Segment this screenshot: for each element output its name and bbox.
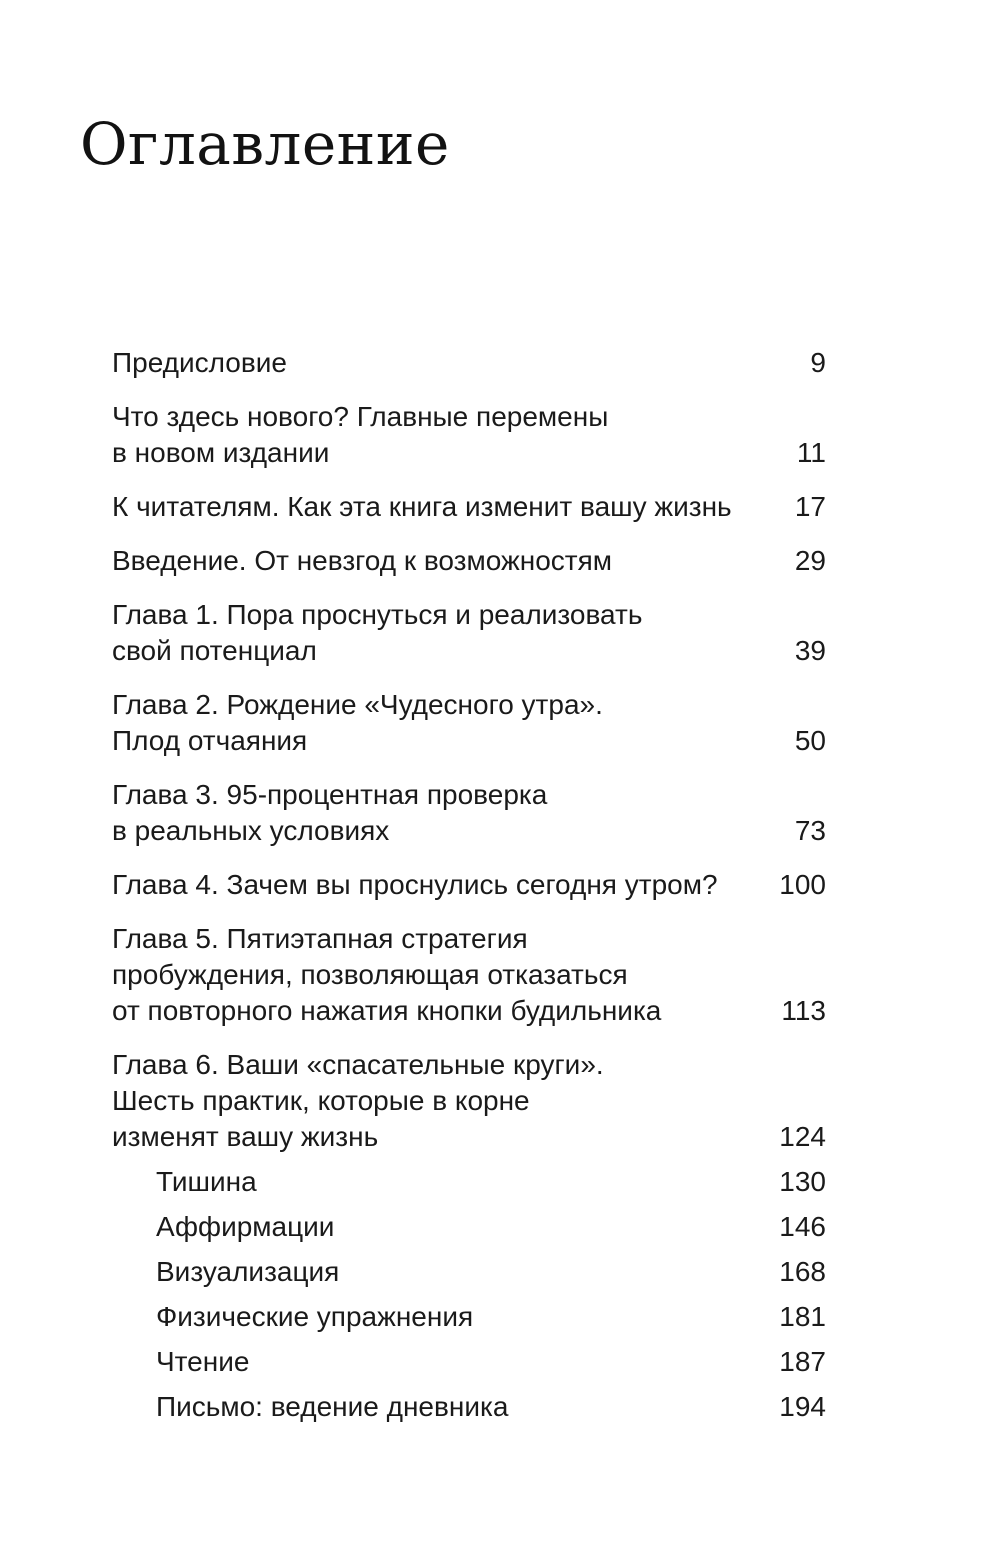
toc-entry-page: 17 (794, 491, 826, 522)
toc-entry-chapter-2[interactable] (112, 687, 826, 759)
toc-entry-title: Введение. От невзгод к возможностям (112, 545, 613, 576)
toc-entry-title: Глава 1. Пора проснуться и реализовать свой потенциал (112, 599, 643, 666)
toc-entry-title: Глава 5. Пятиэтапная стратегия пробуждения, позволяющая отказаться от повторного нажатия кнопки будильника (112, 923, 662, 1026)
toc-subentry-title: Тишина (156, 1166, 257, 1197)
toc-entry-page: 39 (794, 635, 826, 666)
toc-subentry-page: 194 (779, 1391, 826, 1422)
toc-entry-chapter-5[interactable] (112, 921, 826, 1029)
toc-subentry-title: Аффирмации (156, 1211, 335, 1242)
toc-entry-title: Глава 3. 95-процентная проверка в реальных условиях (112, 779, 548, 846)
toc-subentry-page: 146 (779, 1211, 826, 1242)
toc-subentry-title: Письмо: ведение дневника (156, 1391, 509, 1422)
table-of-contents (112, 345, 826, 1434)
toc-subentry-title: Визуализация (156, 1256, 340, 1287)
toc-subentry-title: Чтение (156, 1346, 250, 1377)
toc-entry-preface[interactable] (112, 345, 826, 381)
toc-subentry-reading[interactable] (112, 1344, 826, 1380)
toc-entry-title: Глава 2. Рождение «Чудесного утра». Плод отчаяния (112, 689, 603, 756)
toc-entry-chapter-1[interactable] (112, 597, 826, 669)
toc-entry-title: Глава 6. Ваши «спасательные круги». Шесть практик, которые в корне изменят вашу жизнь (112, 1049, 604, 1152)
toc-subentry-affirmations[interactable] (112, 1209, 826, 1245)
toc-entry-page: 29 (794, 545, 826, 576)
toc-entry-title: Что здесь нового? Главные перемены в новом издании (112, 401, 609, 468)
toc-entry-to-readers[interactable] (112, 489, 826, 525)
toc-entry-page: 113 (781, 995, 826, 1026)
toc-entry-introduction[interactable] (112, 543, 826, 579)
toc-subentry-exercise[interactable] (112, 1299, 826, 1335)
toc-entry-chapter-6[interactable] (112, 1047, 826, 1155)
toc-entry-title: Глава 4. Зачем вы проснулись сегодня утром? (112, 869, 718, 900)
toc-entry-page: 124 (779, 1121, 826, 1152)
toc-subentry-page: 181 (779, 1301, 826, 1332)
toc-subentry-page: 130 (779, 1166, 826, 1197)
toc-subentry-visualization[interactable] (112, 1254, 826, 1290)
toc-subentry-journaling[interactable] (112, 1389, 826, 1425)
toc-subentry-page: 168 (779, 1256, 826, 1287)
page-title: Оглавление (80, 110, 450, 178)
toc-entry-title: К читателям. Как эта книга изменит вашу жизнь (112, 491, 732, 522)
toc-entry-page: 9 (810, 347, 826, 378)
toc-subentry-page: 187 (779, 1346, 826, 1377)
toc-entry-chapter-3[interactable] (112, 777, 826, 849)
toc-entry-title: Предисловие (112, 347, 287, 378)
toc-entry-page: 100 (779, 869, 826, 900)
toc-subentry-silence[interactable] (112, 1164, 826, 1200)
toc-subentry-title: Физические упражнения (156, 1301, 474, 1332)
toc-entry-chapter-4[interactable] (112, 867, 826, 903)
toc-entry-page: 73 (794, 815, 826, 846)
toc-entry-whats-new[interactable] (112, 399, 826, 471)
toc-entry-page: 50 (794, 725, 826, 756)
toc-entry-page: 11 (796, 437, 826, 468)
